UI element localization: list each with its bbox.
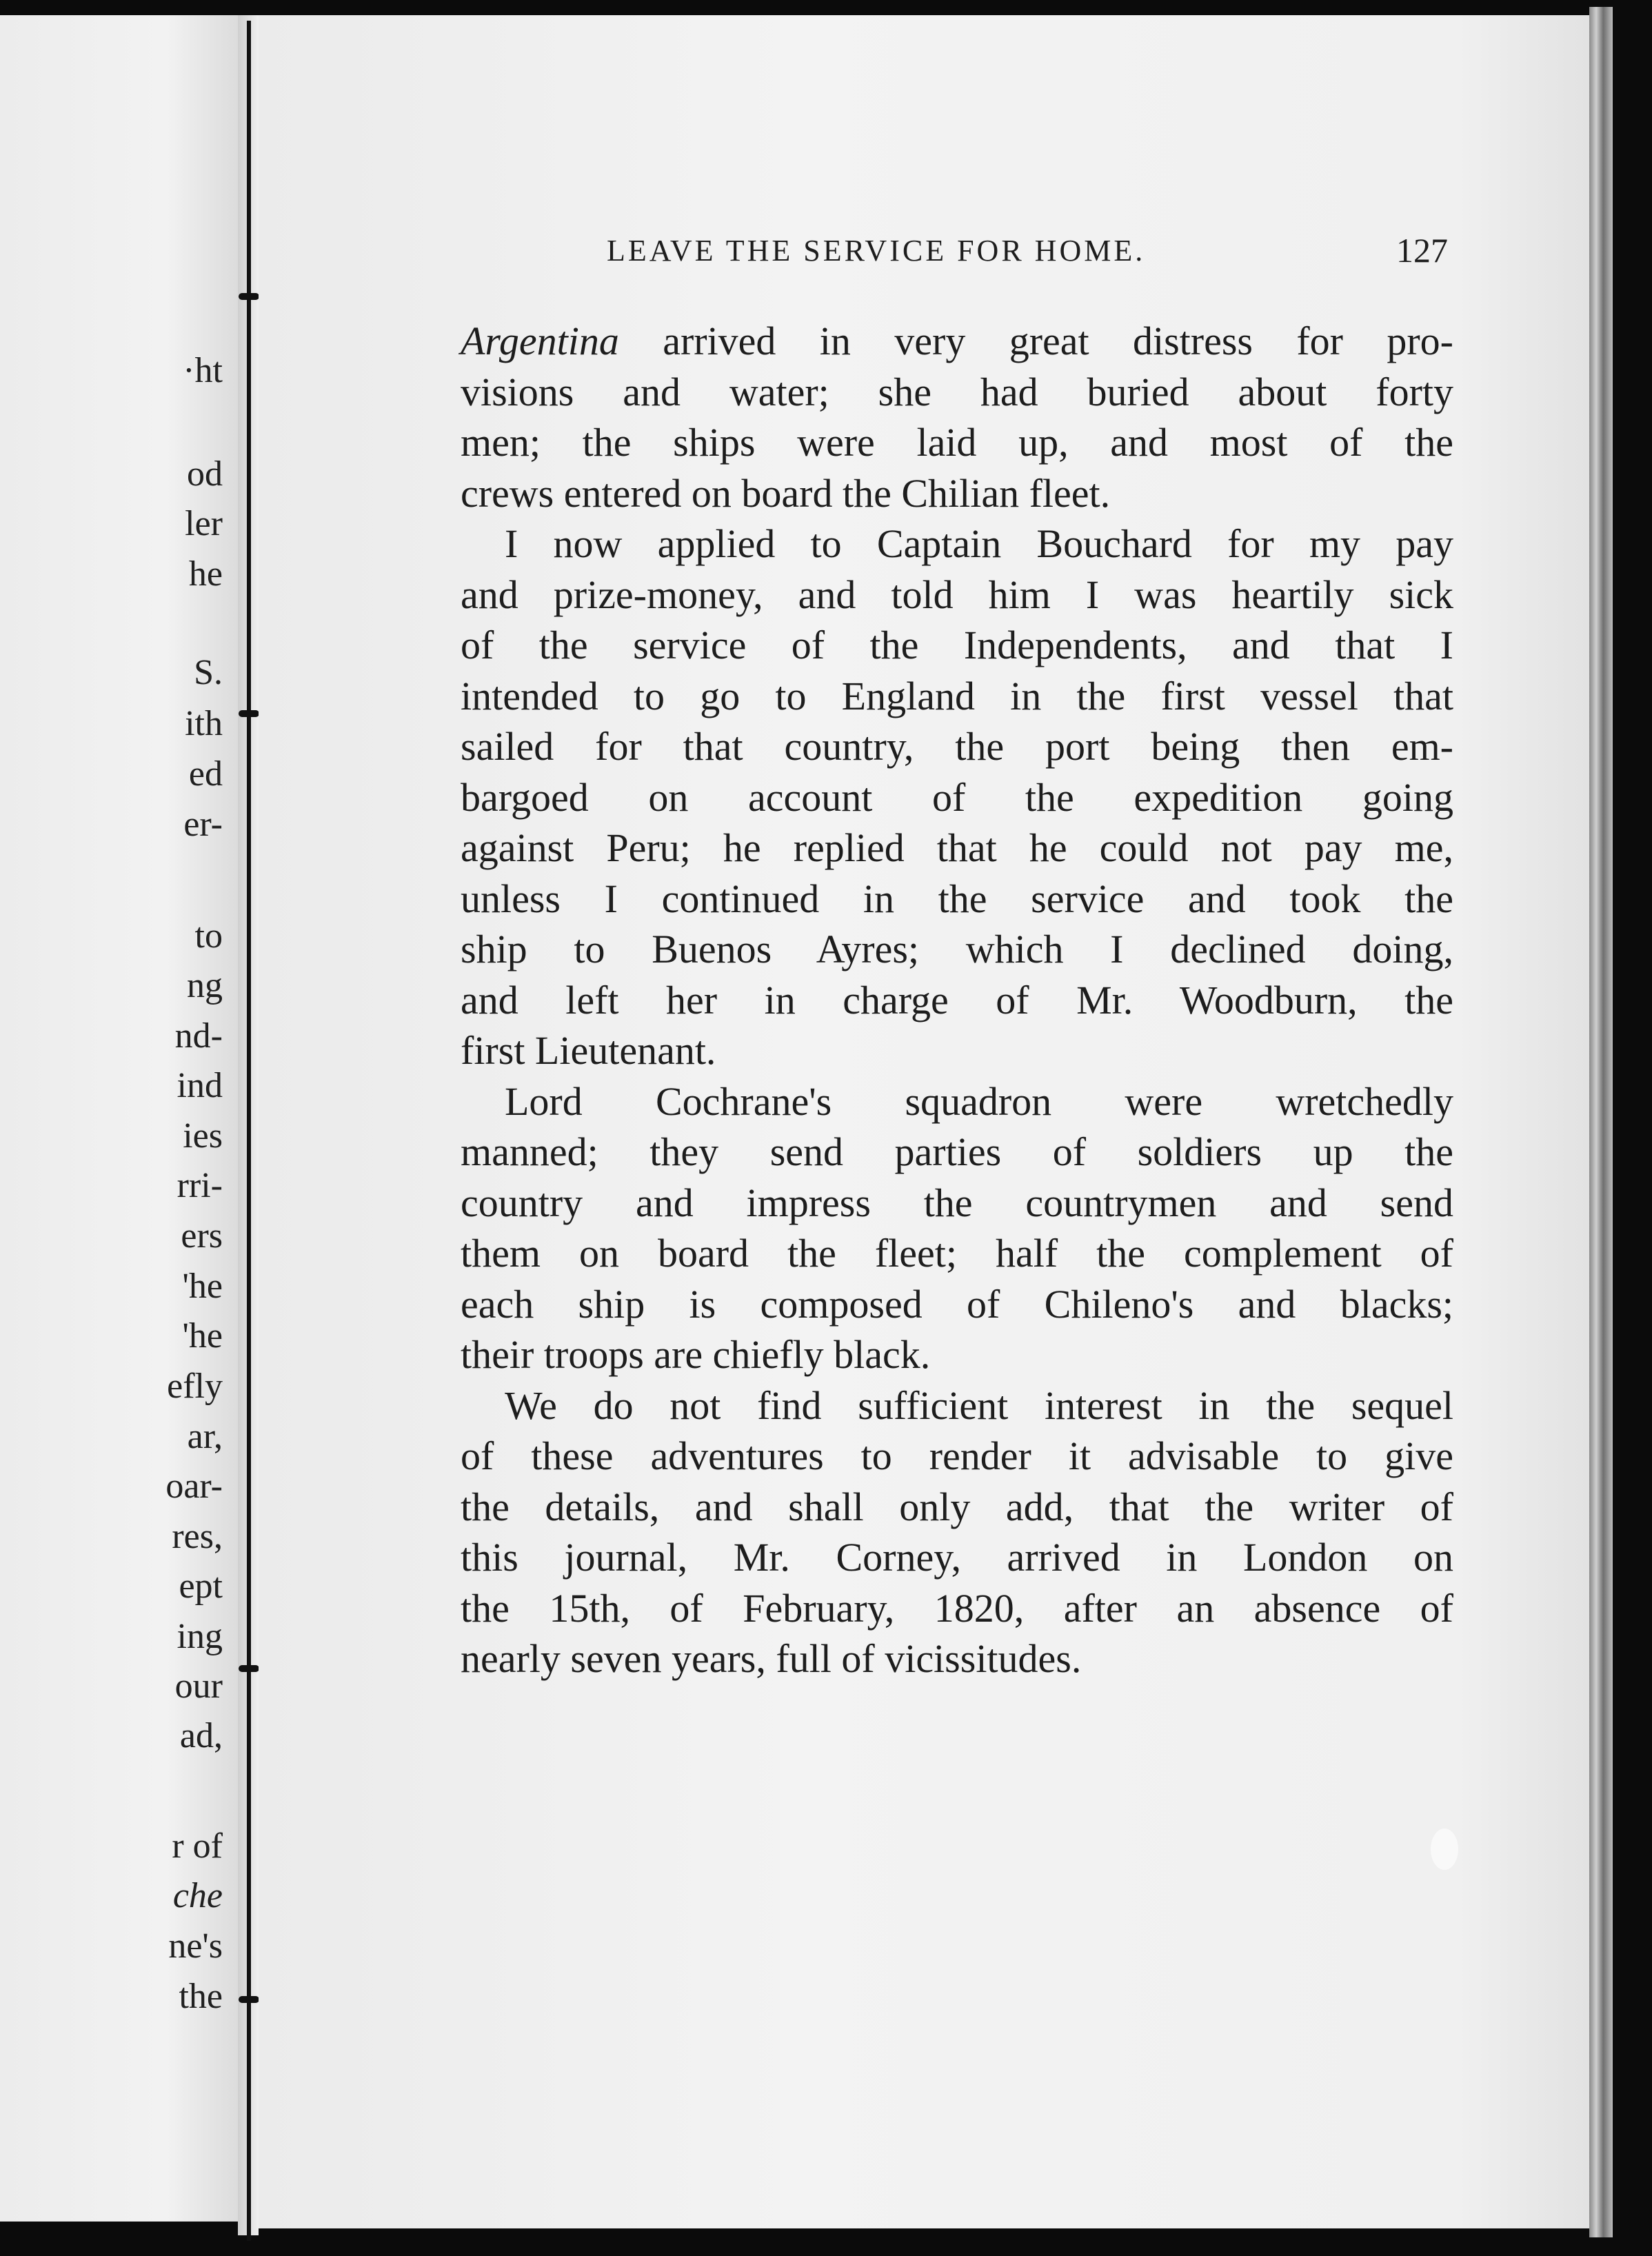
body-text bbox=[461, 316, 1453, 1684]
text-line: ship to Buenos Ayres; which I declined doing, bbox=[461, 927, 1453, 971]
text-line: Argentina arrived in very great distress for pro- bbox=[461, 319, 1453, 363]
paper-speck bbox=[1431, 1829, 1458, 1870]
left-page-fragment: our bbox=[174, 1666, 223, 1706]
text-line: intended to go to England in the first vessel that bbox=[461, 673, 1453, 718]
left-facing-page bbox=[0, 15, 238, 2222]
running-head: LEAVE THE SERVICE FOR HOME. bbox=[607, 234, 1146, 268]
binding-knot bbox=[239, 710, 259, 717]
left-page-fragment: ne's bbox=[168, 1926, 223, 1966]
left-page-fragment: ad, bbox=[179, 1716, 223, 1755]
text-line: We do not find sufficient interest in the sequel bbox=[505, 1382, 1453, 1428]
left-page-fragment: r of bbox=[172, 1826, 223, 1866]
text-line: this journal, Mr. Corney, arrived in London on bbox=[461, 1535, 1453, 1580]
italic-ship-name: Argentina bbox=[461, 319, 619, 363]
left-page-fragment: res, bbox=[172, 1517, 223, 1556]
text-line: of the service of the Independents, and that I bbox=[461, 623, 1453, 667]
left-page-fragment: ng bbox=[187, 966, 223, 1005]
binding-knot bbox=[239, 1665, 259, 1672]
text-line: Lord Cochrane's squadron were wretchedly bbox=[505, 1078, 1453, 1124]
left-page-fragment: er- bbox=[183, 805, 223, 844]
text-line: their troops are chiefly black. bbox=[461, 1332, 931, 1377]
text-line: I now applied to Captain Bouchard for my pay bbox=[505, 521, 1453, 566]
text-line: bargoed on account of the expedition going bbox=[461, 774, 1453, 820]
text-line: each ship is composed of Chileno's and blacks; bbox=[461, 1281, 1453, 1327]
left-page-fragment: ·ht bbox=[183, 351, 223, 390]
text-line: and left her in charge of Mr. Woodburn, the bbox=[461, 977, 1453, 1023]
page-header bbox=[607, 233, 1448, 274]
left-page-fragment: he bbox=[188, 554, 223, 594]
left-page-fragment: 'he bbox=[182, 1316, 223, 1356]
left-page-fragment: ers bbox=[181, 1216, 223, 1256]
text-line: of these adventures to render it advisable to give bbox=[461, 1433, 1453, 1478]
left-page-fragment: ar, bbox=[187, 1417, 223, 1456]
left-page-fragment: ith bbox=[185, 704, 223, 743]
left-page-fragment: to bbox=[194, 916, 223, 956]
text-line: crews entered on board the Chilian fleet. bbox=[461, 470, 1111, 516]
left-page-fragment: ing bbox=[177, 1617, 223, 1656]
left-page-fragment: nd- bbox=[174, 1016, 223, 1056]
text-line: and prize-money, and told him I was heartily sick bbox=[461, 572, 1453, 617]
paragraph bbox=[461, 1380, 1453, 1684]
left-page-fragment: efly bbox=[167, 1367, 223, 1406]
text-line: the 15th, of February, 1820, after an absence of bbox=[461, 1585, 1453, 1631]
left-page-fragment: S. bbox=[194, 653, 223, 692]
text-line: nearly seven years, full of vicissitudes. bbox=[461, 1636, 1082, 1681]
text-line: country and impress the countrymen and send bbox=[461, 1180, 1453, 1225]
text-line: men; the ships were laid up, and most of the bbox=[461, 420, 1453, 465]
page-number: 127 bbox=[1396, 231, 1448, 270]
left-page-fragment: rri- bbox=[177, 1166, 223, 1205]
text-line: them on board the fleet; half the complement of bbox=[461, 1231, 1453, 1276]
binding-knot bbox=[239, 1996, 259, 2003]
left-page-fragment: the bbox=[179, 1977, 223, 2016]
text-line: against Peru; he replied that he could not pay me, bbox=[461, 825, 1453, 870]
left-page-fragment: oar- bbox=[165, 1467, 223, 1506]
text-line: sailed for that country, the port being then em- bbox=[461, 724, 1453, 769]
paragraph bbox=[461, 316, 1453, 518]
text-line: unless I continued in the service and took the bbox=[461, 876, 1453, 921]
binding-knot bbox=[239, 293, 259, 300]
left-page-fragment: ept bbox=[179, 1567, 223, 1606]
text-line: visions and water; she had buried about forty bbox=[461, 369, 1453, 414]
left-page-fragment: 'he bbox=[182, 1267, 223, 1306]
page-edge bbox=[1589, 7, 1613, 2237]
left-page-fragment: ed bbox=[188, 754, 223, 794]
paragraph bbox=[461, 518, 1453, 1076]
text-line: manned; they send parties of soldiers up the bbox=[461, 1129, 1453, 1174]
binding-thread bbox=[247, 21, 251, 2241]
text-line: the details, and shall only add, that the writer of bbox=[461, 1484, 1453, 1529]
text-line: first Lieutenant. bbox=[461, 1028, 716, 1073]
left-page-fragment: che bbox=[172, 1876, 223, 1915]
left-page-fragment: od bbox=[187, 454, 223, 494]
left-page-fragment: ies bbox=[183, 1116, 223, 1156]
paragraph bbox=[461, 1076, 1453, 1380]
left-page-fragment: ler bbox=[185, 504, 223, 543]
left-page-fragment: ind bbox=[177, 1066, 223, 1105]
